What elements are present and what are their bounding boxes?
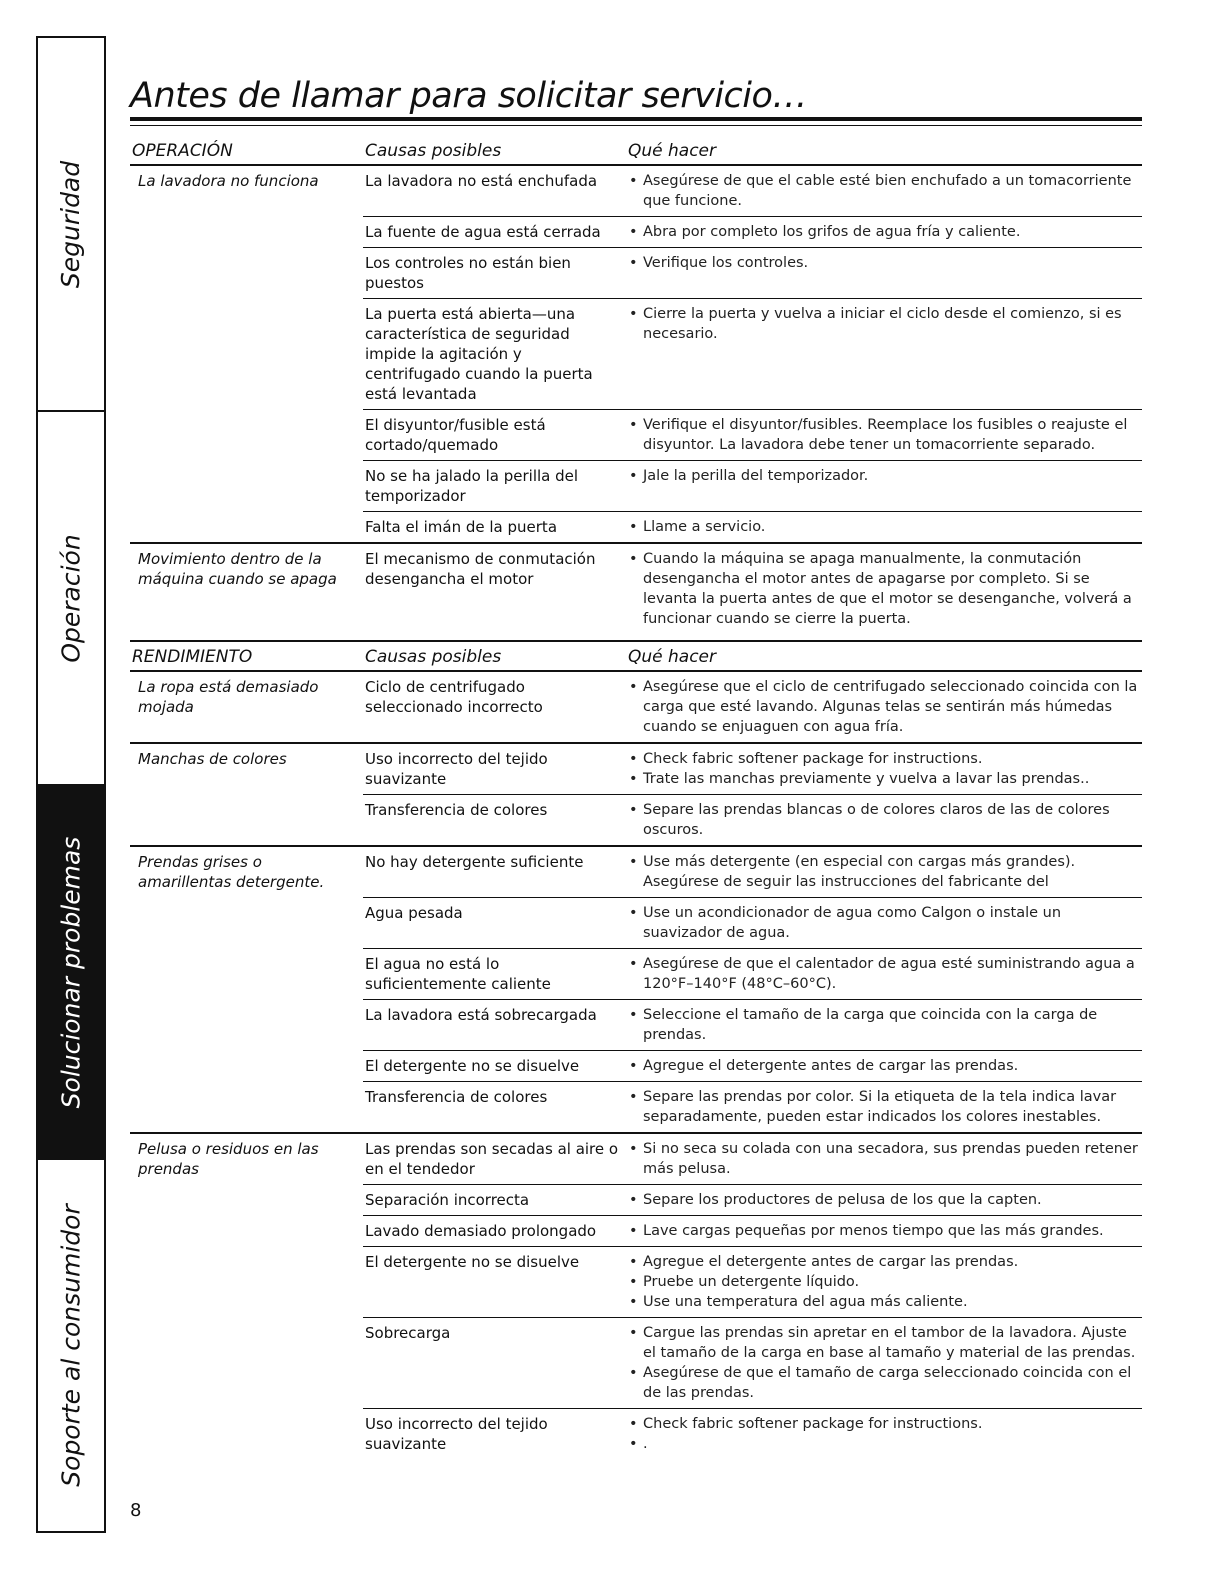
cause-row <box>363 847 1142 898</box>
cause-text: Ciclo de centrifugado seleccionado incorrecto <box>365 678 543 716</box>
fix-list <box>626 1247 1142 1317</box>
fix-item: • Asegúrese de que el tamaño de carga seleccionado coincida con el de las prendas. <box>626 1363 1142 1403</box>
category-header: OPERACIÓN <box>132 141 233 161</box>
cause-text: El detergente no se disuelve <box>365 1253 580 1271</box>
fix-item: • Separe las prendas blancas o de colores claros de las de colores oscuros. <box>626 800 1142 840</box>
fix-item: • Use más detergente (en especial con cargas más grandes). Asegúrese de seguir las instrucciones del fabricante del <box>626 852 1142 892</box>
cause-text: Los controles no están bien puestos <box>365 254 571 292</box>
side-tab-soporte-al-consumidor[interactable] <box>38 1160 104 1531</box>
fix-item: • Seleccione el tamaño de la carga que coincida con la carga de prendas. <box>626 1005 1142 1045</box>
cause-text: El detergente no se disuelve <box>365 1057 580 1075</box>
problem-name: Manchas de colores <box>138 750 287 768</box>
cause-text: Falta el imán de la puerta <box>365 518 558 536</box>
fix-list <box>626 410 1142 460</box>
cause-row <box>363 544 1142 634</box>
cause-text: Uso incorrecto del tejido suavizante <box>365 750 548 788</box>
cause-text: El mecanismo de conmutación desengancha el motor <box>365 550 596 588</box>
cause-row <box>363 744 1142 795</box>
fix-list <box>626 949 1142 999</box>
problem-row <box>130 1134 1142 1459</box>
cause-text: Uso incorrecto del tejido suavizante <box>365 1415 548 1453</box>
side-tab-label: Operación <box>56 533 86 663</box>
cause-row <box>363 512 1142 542</box>
cause-text: Separación incorrecta <box>365 1191 530 1209</box>
fix-item: • Si no seca su colada con una secadora, sus prendas pueden retener más pelusa. <box>626 1139 1142 1179</box>
cause-row <box>363 795 1142 845</box>
problem-name: Movimiento dentro de la máquina cuando se apaga <box>138 550 337 588</box>
fix-item: • Jale la perilla del temporizador. <box>626 466 1142 486</box>
problem-name: La ropa está demasiado mojada <box>138 678 319 716</box>
fix-list <box>626 1000 1142 1050</box>
fix-item: • Separe los productores de pelusa de los que la capten. <box>626 1190 1142 1210</box>
side-tab-label: Soporte al consumidor <box>56 1204 86 1487</box>
cause-row <box>363 949 1142 1000</box>
cause-row <box>363 461 1142 512</box>
fix-list <box>626 1082 1142 1132</box>
cause-row <box>363 672 1142 742</box>
fix-list <box>626 248 1142 298</box>
fix-item: • Verifique el disyuntor/fusibles. Reemplace los fusibles o reajuste el disyuntor. La lavadora debe tener un tomacorriente separado. <box>626 415 1142 455</box>
fix-list <box>626 1318 1142 1408</box>
side-tab-solucionar-problemas[interactable] <box>38 786 104 1160</box>
cause-row <box>363 410 1142 461</box>
problem-row <box>130 544 1142 634</box>
section-body <box>130 672 1142 1459</box>
cause-text: Las prendas son secadas al aire o en el tendedor <box>365 1140 619 1178</box>
fix-list <box>626 744 1142 794</box>
cause-row <box>363 1185 1142 1216</box>
cause-text: No hay detergente suficiente <box>365 853 584 871</box>
cause-text: No se ha jalado la perilla del temporizador <box>365 467 579 505</box>
fix-header: Qué hacer <box>628 141 717 161</box>
cause-text: El disyuntor/fusible está cortado/quemado <box>365 416 546 454</box>
cause-text: Lavado demasiado prolongado <box>365 1222 597 1240</box>
cause-row <box>363 1051 1142 1082</box>
cause-text: El agua no está lo suficientemente caliente <box>365 955 551 993</box>
fix-item: • Asegúrese de que el calentador de agua esté suministrando agua a 120°F–140°F (48°C–60°C). <box>626 954 1142 994</box>
cause-text: La lavadora no está enchufada <box>365 172 598 190</box>
causes-list <box>363 672 1142 742</box>
problem-row <box>130 847 1142 1134</box>
cause-row <box>363 1134 1142 1185</box>
problem-name: Prendas grises o amarillentas detergente. <box>138 853 325 891</box>
fix-list <box>626 217 1142 247</box>
causes-header: Causas posibles <box>365 647 502 667</box>
cause-row <box>363 166 1142 217</box>
fix-item: • Cuando la máquina se apaga manualmente, la conmutación desengancha el motor antes de apagarse por completo. Si se levanta la puerta antes de que el motor se desenganche, volverá a funcionar cuando se cierre la puerta. <box>626 549 1142 629</box>
side-tab-seguridad[interactable] <box>38 38 104 412</box>
cause-row <box>363 898 1142 949</box>
cause-row <box>363 248 1142 299</box>
cause-text: La fuente de agua está cerrada <box>365 223 601 241</box>
fix-list <box>626 166 1142 216</box>
fix-item: • Llame a servicio. <box>626 517 1142 537</box>
fix-item: • Pruebe un detergente líquido. <box>626 1272 1142 1292</box>
fix-item: • Abra por completo los grifos de agua fría y caliente. <box>626 222 1142 242</box>
fix-item: • Asegúrese de que el cable esté bien enchufado a un tomacorriente que funcione. <box>626 171 1142 211</box>
fix-item: • . <box>626 1434 1142 1454</box>
fix-item: • Verifique los controles. <box>626 253 1142 273</box>
page-title: Antes de llamar para solicitar servicio… <box>130 76 807 116</box>
side-tab-operacion[interactable] <box>38 412 104 786</box>
side-tab-label: Solucionar problemas <box>56 836 86 1108</box>
cause-row <box>363 217 1142 248</box>
cause-row <box>363 1409 1142 1459</box>
fix-list <box>626 1409 1142 1459</box>
problem-row <box>130 166 1142 544</box>
side-tab-rail <box>36 36 106 1533</box>
cause-row <box>363 299 1142 410</box>
fix-item: • Agregue el detergente antes de cargar las prendas. <box>626 1056 1142 1076</box>
cause-text: Sobrecarga <box>365 1324 451 1342</box>
fix-list <box>626 544 1142 634</box>
fix-item: • Trate las manchas previamente y vuelva a lavar las prendas.. <box>626 769 1142 789</box>
title-rule <box>130 125 1142 126</box>
causes-list <box>363 847 1142 1132</box>
section-header-row <box>130 640 1142 672</box>
fix-item: • Agregue el detergente antes de cargar las prendas. <box>626 1252 1142 1272</box>
causes-list <box>363 544 1142 634</box>
cause-text: Agua pesada <box>365 904 463 922</box>
problem-name: Pelusa o residuos en las prendas <box>138 1140 319 1178</box>
cause-row <box>363 1247 1142 1318</box>
cause-text: La puerta está abierta—una característica de seguridad impide la agitación y centrifugado cuando la puerta está levantada <box>365 305 593 403</box>
troubleshooting-table <box>130 136 1142 1459</box>
fix-list <box>626 1051 1142 1081</box>
section-header-row <box>130 136 1142 166</box>
fix-item: • Asegúrese que el ciclo de centrifugado seleccionado coincida con la carga que esté lavando. Algunas telas se sentirán más húmedas cuando se enjuaguen con agua fría. <box>626 677 1142 737</box>
cause-text: Transferencia de colores <box>365 801 548 819</box>
fix-item: • Separe las prendas por color. Si la etiqueta de la tela indica lavar separadamente, pueden estar indicados los colores inestables. <box>626 1087 1142 1127</box>
fix-list <box>626 1134 1142 1184</box>
fix-list <box>626 299 1142 409</box>
causes-list <box>363 166 1142 542</box>
fix-item: • Lave cargas pequeñas por menos tiempo que las más grandes. <box>626 1221 1142 1241</box>
causes-list <box>363 1134 1142 1459</box>
fix-header: Qué hacer <box>628 647 717 667</box>
fix-item: • Check fabric softener package for instructions. <box>626 749 1142 769</box>
fix-list <box>626 1216 1142 1246</box>
fix-item: • Use una temperatura del agua más caliente. <box>626 1292 1142 1312</box>
problem-row <box>130 672 1142 744</box>
fix-list <box>626 461 1142 511</box>
fix-list <box>626 512 1142 542</box>
category-header: RENDIMIENTO <box>132 647 253 667</box>
side-tab-label: Seguridad <box>56 160 86 288</box>
section-body <box>130 166 1142 634</box>
fix-item: • Cargue las prendas sin apretar en el tambor de la lavadora. Ajuste el tamaño de la carga en base al tamaño y material de las prendas. <box>626 1323 1142 1363</box>
fix-item: • Check fabric softener package for instructions. <box>626 1414 1142 1434</box>
fix-list <box>626 847 1142 897</box>
cause-text: Transferencia de colores <box>365 1088 548 1106</box>
fix-list <box>626 672 1142 742</box>
page-number: 8 <box>130 1500 142 1521</box>
fix-list <box>626 898 1142 948</box>
causes-header: Causas posibles <box>365 141 502 161</box>
cause-row <box>363 1082 1142 1132</box>
cause-text: La lavadora está sobrecargada <box>365 1006 597 1024</box>
fix-list <box>626 795 1142 845</box>
cause-row <box>363 1216 1142 1247</box>
title-rule <box>130 117 1142 121</box>
fix-list <box>626 1185 1142 1215</box>
fix-item: • Cierre la puerta y vuelva a iniciar el ciclo desde el comienzo, si es necesario. <box>626 304 1142 344</box>
causes-list <box>363 744 1142 845</box>
cause-row <box>363 1000 1142 1051</box>
fix-item: • Use un acondicionador de agua como Calgon o instale un suavizador de agua. <box>626 903 1142 943</box>
problem-name: La lavadora no funciona <box>138 172 319 190</box>
cause-row <box>363 1318 1142 1409</box>
problem-row <box>130 744 1142 847</box>
